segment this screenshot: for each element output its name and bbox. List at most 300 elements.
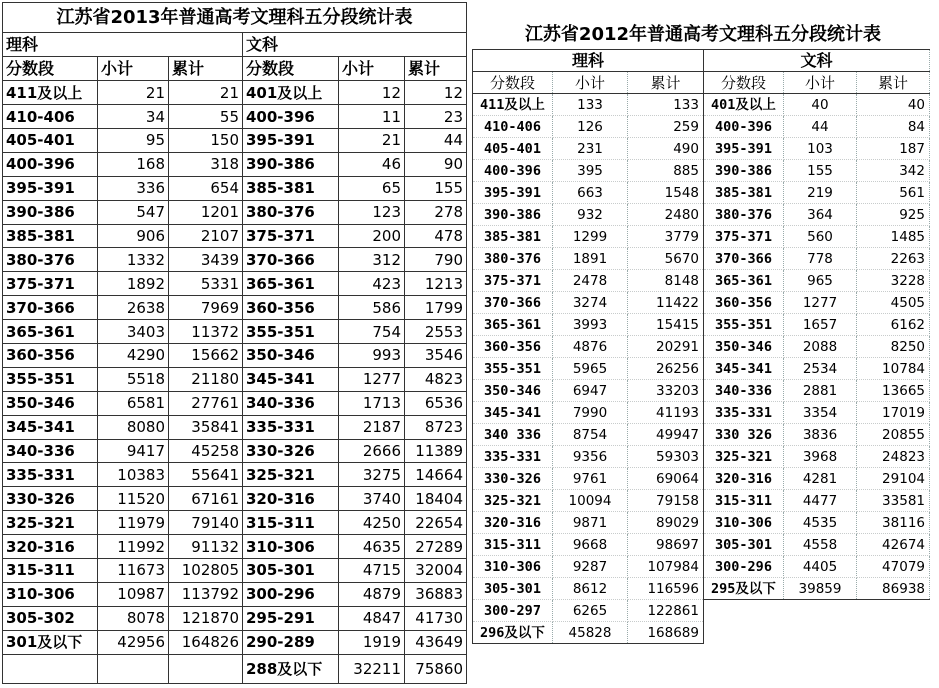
science-segment: 390-386 [473,204,553,226]
arts-segment: 355-351 [243,320,339,344]
arts-segment: 360-356 [704,292,784,314]
arts-subtotal: 560 [784,226,857,248]
science-segment: 355-351 [473,358,553,380]
science-segment: 411及以上 [473,94,553,116]
science-subtotal: 34 [98,105,169,129]
arts-cumulative: 187 [857,138,930,160]
science-cumulative: 3779 [628,226,704,248]
arts-cumulative: 3546 [405,343,467,367]
arts-segment: 395-391 [243,128,339,152]
arts-subtotal: 2187 [339,415,405,439]
science-subtotal: 11673 [98,559,169,583]
arts-subtotal: 4558 [784,534,857,556]
arts-segment: 305-301 [243,559,339,583]
science-segment: 310-306 [3,582,98,606]
arts-cumulative: 8250 [857,336,930,358]
arts-segment: 305-301 [704,534,784,556]
arts-cumulative: 29104 [857,468,930,490]
science-cumulative: 67161 [169,487,243,511]
science-cumulative: 15415 [628,314,704,336]
arts-segment: 325-321 [704,446,784,468]
science-segment: 405-401 [473,138,553,160]
arts-cumulative: 38116 [857,512,930,534]
arts-cumulative: 24823 [857,446,930,468]
science-cumulative: 2480 [628,204,704,226]
science-cumulative: 654 [169,176,243,200]
arts-segment: 370-366 [704,248,784,270]
table-row [473,380,930,402]
arts-cumulative: 10784 [857,358,930,380]
science-subtotal: 9668 [553,534,628,556]
arts-cumulative: 925 [857,204,930,226]
table-row [473,270,930,292]
science-subtotal [98,654,169,683]
header-cumulative: 累计 [405,57,467,81]
arts-cumulative: 790 [405,248,467,272]
science-segment: 340 336 [473,424,553,446]
table-row [473,446,930,468]
arts-cumulative: 36883 [405,582,467,606]
arts-segment: 380-376 [243,200,339,224]
table-row [3,176,467,200]
science-subtotal: 9761 [553,468,628,490]
arts-segment: 385-381 [704,182,784,204]
arts-cumulative: 47079 [857,556,930,578]
science-subtotal: 6265 [553,600,628,622]
arts-cumulative: 22654 [405,511,467,535]
science-cumulative: 55641 [169,463,243,487]
science-subtotal: 95 [98,128,169,152]
arts-subtotal [784,622,857,644]
arts-subtotal: 4879 [339,582,405,606]
arts-cumulative: 3228 [857,270,930,292]
arts-cumulative: 6536 [405,391,467,415]
header-subtotal: 小计 [98,57,169,81]
science-segment: 305-302 [3,606,98,630]
science-cumulative: 107984 [628,556,704,578]
arts-subtotal: 32211 [339,654,405,683]
table-row [3,654,467,683]
science-segment: 410-406 [473,116,553,138]
arts-segment: 370-366 [243,248,339,272]
science-segment: 385-381 [473,226,553,248]
science-segment: 410-406 [3,105,98,129]
table-row [473,94,930,116]
science-segment: 355-351 [3,367,98,391]
arts-segment: 350-346 [243,343,339,367]
science-cumulative: 49947 [628,424,704,446]
arts-cumulative: 1485 [857,226,930,248]
table-row [473,468,930,490]
science-cumulative: 69064 [628,468,704,490]
science-segment: 360-356 [473,336,553,358]
science-subtotal: 8612 [553,578,628,600]
arts-cumulative: 14664 [405,463,467,487]
header-segment: 分数段 [704,72,784,94]
arts-subtotal: 200 [339,224,405,248]
science-subtotal: 7990 [553,402,628,424]
science-subtotal: 168 [98,152,169,176]
science-segment: 335-331 [3,463,98,487]
arts-segment: 310-306 [704,512,784,534]
science-segment: 405-401 [3,128,98,152]
arts-subtotal: 2088 [784,336,857,358]
table-row [473,116,930,138]
science-cumulative: 59303 [628,446,704,468]
science-segment: 400-396 [3,152,98,176]
science-segment: 370-366 [3,296,98,320]
header-subtotal: 小计 [339,57,405,81]
table-2012-title: 江苏省2012年普通高考文理科五分段统计表 [524,24,882,45]
table-row [3,248,467,272]
arts-segment: 355-351 [704,314,784,336]
science-subtotal: 5965 [553,358,628,380]
arts-subtotal: 219 [784,182,857,204]
science-cumulative: 55 [169,105,243,129]
arts-subtotal: 423 [339,272,405,296]
arts-cumulative: 23 [405,105,467,129]
arts-subtotal: 312 [339,248,405,272]
science-segment: 310-306 [473,556,553,578]
header-segment: 分数段 [473,72,553,94]
arts-segment: 340-336 [243,391,339,415]
arts-subtotal: 3275 [339,463,405,487]
science-subtotal: 11520 [98,487,169,511]
science-segment [3,654,98,683]
arts-section-label: 文科 [243,33,467,57]
arts-segment: 295-291 [243,606,339,630]
table-row [473,402,930,424]
science-cumulative: 259 [628,116,704,138]
arts-segment: 300-296 [243,582,339,606]
arts-subtotal: 3354 [784,402,857,424]
arts-cumulative: 1799 [405,296,467,320]
science-segment: 330-326 [473,468,553,490]
table-row [3,152,467,176]
science-cumulative: 7969 [169,296,243,320]
table-row [3,81,467,105]
science-segment: 340-336 [3,439,98,463]
science-cumulative: 35841 [169,415,243,439]
science-cumulative: 11422 [628,292,704,314]
arts-segment: 335-331 [704,402,784,424]
arts-subtotal: 2534 [784,358,857,380]
arts-subtotal: 123 [339,200,405,224]
arts-subtotal: 4477 [784,490,857,512]
table-row [473,578,930,600]
arts-subtotal [784,600,857,622]
header-cumulative: 累计 [169,57,243,81]
arts-subtotal: 12 [339,81,405,105]
arts-subtotal: 44 [784,116,857,138]
table-row [473,534,930,556]
arts-cumulative: 20855 [857,424,930,446]
science-subtotal: 10383 [98,463,169,487]
arts-subtotal: 993 [339,343,405,367]
arts-segment: 315-311 [704,490,784,512]
arts-subtotal: 1277 [784,292,857,314]
science-subtotal: 1299 [553,226,628,248]
arts-cumulative: 33581 [857,490,930,512]
science-subtotal: 11979 [98,511,169,535]
arts-segment [704,622,784,644]
science-subtotal: 9356 [553,446,628,468]
arts-subtotal: 3968 [784,446,857,468]
arts-cumulative: 27289 [405,535,467,559]
arts-segment: 330-326 [243,439,339,463]
table-row [3,391,467,415]
science-subtotal: 932 [553,204,628,226]
science-cumulative: 133 [628,94,704,116]
arts-cumulative [857,600,930,622]
science-subtotal: 45828 [553,622,628,644]
table-row [473,292,930,314]
arts-cumulative: 41730 [405,606,467,630]
science-subtotal: 42956 [98,630,169,654]
science-segment: 380-376 [3,248,98,272]
table-row [3,343,467,367]
table-row [473,204,930,226]
arts-segment: 300-296 [704,556,784,578]
arts-cumulative: 17019 [857,402,930,424]
science-subtotal: 21 [98,81,169,105]
science-subtotal: 4290 [98,343,169,367]
arts-subtotal: 3836 [784,424,857,446]
science-cumulative: 45258 [169,439,243,463]
arts-subtotal: 965 [784,270,857,292]
science-segment: 385-381 [3,224,98,248]
header-segment: 分数段 [243,57,339,81]
science-subtotal: 6947 [553,380,628,402]
arts-subtotal: 1919 [339,630,405,654]
arts-segment: 360-356 [243,296,339,320]
science-cumulative: 164826 [169,630,243,654]
table-row [473,600,930,622]
arts-cumulative: 11389 [405,439,467,463]
science-cumulative: 79140 [169,511,243,535]
arts-segment: 375-371 [243,224,339,248]
arts-subtotal: 754 [339,320,405,344]
table-2013-title: 江苏省2013年普通高考文理科五分段统计表 [3,3,467,33]
arts-subtotal: 4535 [784,512,857,534]
science-segment: 315-311 [473,534,553,556]
science-subtotal: 126 [553,116,628,138]
arts-segment: 325-321 [243,463,339,487]
science-subtotal: 906 [98,224,169,248]
table-row [3,105,467,129]
science-segment: 365-361 [473,314,553,336]
science-cumulative: 89029 [628,512,704,534]
science-subtotal: 133 [553,94,628,116]
science-segment: 345-341 [3,415,98,439]
science-subtotal: 3274 [553,292,628,314]
table-row [3,224,467,248]
science-cumulative: 91132 [169,535,243,559]
arts-segment: 320-316 [243,487,339,511]
arts-cumulative: 13665 [857,380,930,402]
science-cumulative: 885 [628,160,704,182]
arts-segment [704,600,784,622]
science-segment: 395-391 [473,182,553,204]
science-subtotal: 1332 [98,248,169,272]
arts-segment: 401及以上 [704,94,784,116]
science-segment: 350-346 [3,391,98,415]
table-row [473,358,930,380]
science-segment: 370-366 [473,292,553,314]
table-row [473,512,930,534]
table-row [3,415,467,439]
science-segment: 301及以下 [3,630,98,654]
arts-subtotal: 2666 [339,439,405,463]
header-segment: 分数段 [3,57,98,81]
science-subtotal: 2478 [553,270,628,292]
science-segment: 375-371 [3,272,98,296]
arts-cumulative: 478 [405,224,467,248]
science-segment: 300-297 [473,600,553,622]
table-row [473,622,930,644]
arts-subtotal: 778 [784,248,857,270]
arts-subtotal: 364 [784,204,857,226]
science-subtotal: 5518 [98,367,169,391]
arts-segment: 401及以上 [243,81,339,105]
table-row [473,226,930,248]
arts-segment: 380-376 [704,204,784,226]
header-subtotal: 小计 [784,72,857,94]
arts-subtotal: 21 [339,128,405,152]
science-segment: 305-301 [473,578,553,600]
arts-segment: 400-396 [704,116,784,138]
arts-cumulative [857,622,930,644]
arts-subtotal: 65 [339,176,405,200]
science-segment: 345-341 [473,402,553,424]
science-cumulative: 26256 [628,358,704,380]
science-segment: 395-391 [3,176,98,200]
arts-cumulative: 86938 [857,578,930,600]
table-row [3,296,467,320]
science-section-label: 理科 [473,50,704,72]
science-cumulative [169,654,243,683]
arts-subtotal: 4847 [339,606,405,630]
arts-segment: 290-289 [243,630,339,654]
arts-cumulative: 44 [405,128,467,152]
science-cumulative: 98697 [628,534,704,556]
table-row [3,511,467,535]
science-cumulative: 168689 [628,622,704,644]
arts-segment: 340-336 [704,380,784,402]
table-row [3,439,467,463]
science-cumulative: 113792 [169,582,243,606]
arts-segment: 365-361 [704,270,784,292]
table-row [473,336,930,358]
science-subtotal: 9287 [553,556,628,578]
science-subtotal: 9871 [553,512,628,534]
arts-subtotal: 1657 [784,314,857,336]
table-2013 [2,2,467,684]
arts-subtotal: 1713 [339,391,405,415]
arts-segment: 345-341 [704,358,784,380]
arts-cumulative: 75860 [405,654,467,683]
science-segment: 380-376 [473,248,553,270]
science-subtotal: 8078 [98,606,169,630]
arts-subtotal: 4250 [339,511,405,535]
science-segment: 335-331 [473,446,553,468]
arts-cumulative: 43649 [405,630,467,654]
header-cumulative: 累计 [857,72,930,94]
science-subtotal: 3993 [553,314,628,336]
table-2012 [472,49,930,644]
science-segment: 365-361 [3,320,98,344]
arts-segment: 295及以下 [704,578,784,600]
science-subtotal: 336 [98,176,169,200]
arts-segment: 365-361 [243,272,339,296]
science-segment: 296及以下 [473,622,553,644]
science-subtotal: 395 [553,160,628,182]
science-subtotal: 1892 [98,272,169,296]
table-row [3,535,467,559]
science-segment: 315-311 [3,559,98,583]
table-row [3,487,467,511]
table-row [3,367,467,391]
arts-segment: 288及以下 [243,654,339,683]
science-section-label: 理科 [3,33,243,57]
science-cumulative: 27761 [169,391,243,415]
table-row [473,160,930,182]
arts-segment: 390-386 [243,152,339,176]
science-subtotal: 6581 [98,391,169,415]
science-cumulative: 5670 [628,248,704,270]
arts-cumulative: 278 [405,200,467,224]
arts-segment: 395-391 [704,138,784,160]
science-cumulative: 41193 [628,402,704,424]
science-subtotal: 9417 [98,439,169,463]
science-cumulative: 21 [169,81,243,105]
science-cumulative: 150 [169,128,243,152]
science-cumulative: 121870 [169,606,243,630]
science-segment: 411及以上 [3,81,98,105]
table-row [473,248,930,270]
arts-cumulative: 12 [405,81,467,105]
arts-segment: 385-381 [243,176,339,200]
science-cumulative: 122861 [628,600,704,622]
science-subtotal: 3403 [98,320,169,344]
table-row [3,463,467,487]
science-subtotal: 10987 [98,582,169,606]
science-subtotal: 8754 [553,424,628,446]
arts-cumulative: 561 [857,182,930,204]
science-cumulative: 8148 [628,270,704,292]
science-segment: 320-316 [3,535,98,559]
table-row [3,128,467,152]
science-subtotal: 663 [553,182,628,204]
arts-segment: 320-316 [704,468,784,490]
table-row [3,200,467,224]
science-segment: 360-356 [3,343,98,367]
science-segment: 330-326 [3,487,98,511]
science-cumulative: 490 [628,138,704,160]
science-cumulative: 1201 [169,200,243,224]
science-segment: 400-396 [473,160,553,182]
science-subtotal: 8080 [98,415,169,439]
table-row [3,606,467,630]
arts-subtotal: 40 [784,94,857,116]
science-cumulative: 33203 [628,380,704,402]
science-segment: 325-321 [3,511,98,535]
header-cumulative: 累计 [628,72,704,94]
table-row [3,630,467,654]
arts-cumulative: 84 [857,116,930,138]
arts-cumulative: 6162 [857,314,930,336]
arts-segment: 310-306 [243,535,339,559]
